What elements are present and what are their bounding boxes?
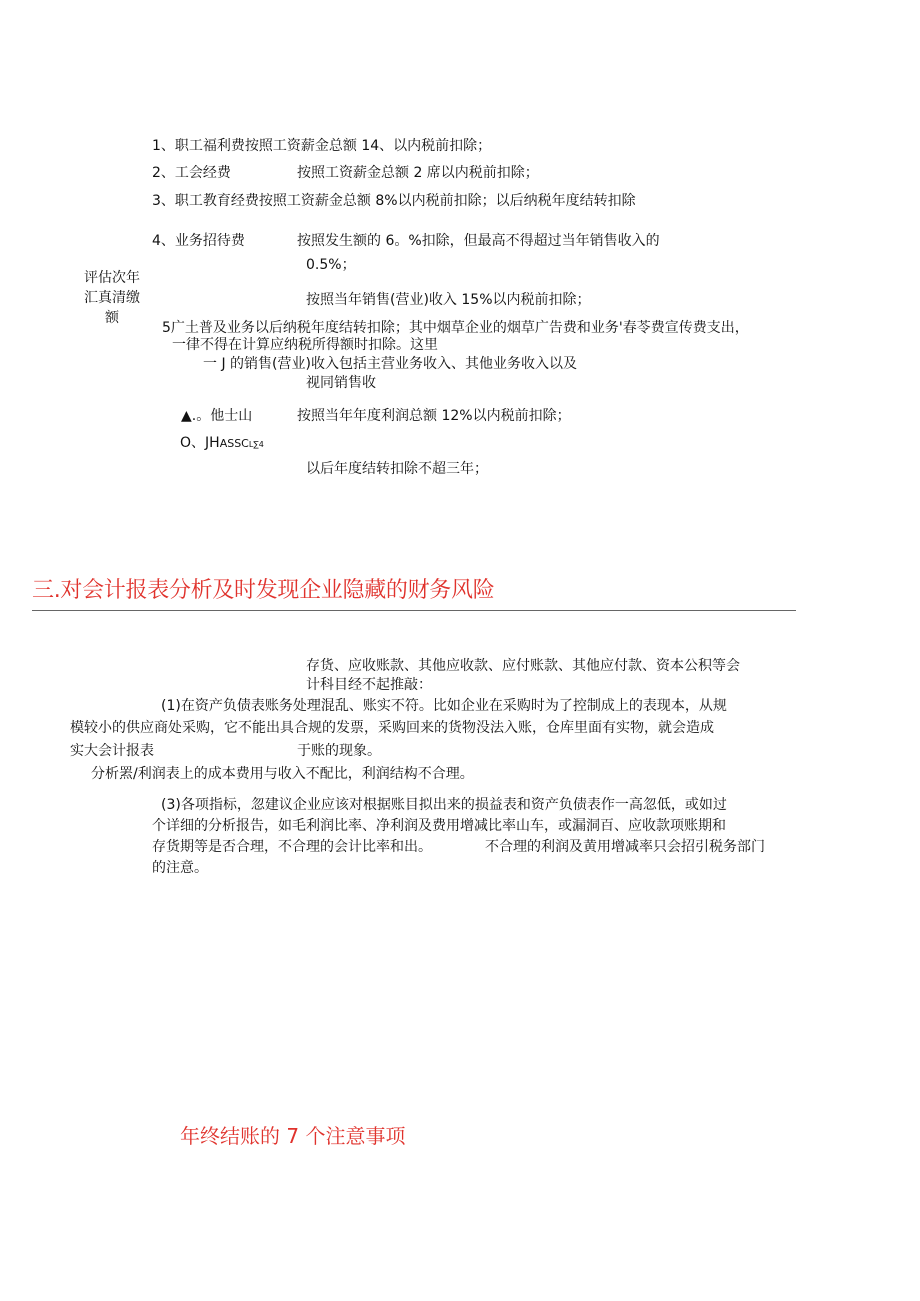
deduction-item-7-text: 以后年度结转扣除不超三年；: [306, 461, 488, 477]
section3-p2-line-1: (1)在资产负债表账务处理混乱、账实不符。比如企业在采购时为了控制成上的表现本，从规: [161, 698, 727, 714]
section3-p4-line-2: 个详细的分析报告，如毛利润比率、净利润及费用增减比率山车，或漏洞百、应收款项账期和: [152, 818, 726, 834]
side-label-line-2: 汇真清缴: [84, 290, 140, 306]
year-end-heading: 年终结账的 7 个注意事项: [180, 1124, 406, 1148]
section3-p2-line-2: 模较小的供应商处采购，它不能出具合规的发票，采购回来的货物没法入账，仓库里面有实物，就会造成: [70, 720, 714, 736]
deduction-item-4-cont: 0.5%；: [306, 257, 356, 273]
deduction-item-5-line-3: 一 J 的销售(营业)收入包括主营业务收入、其他业务收入以及: [203, 356, 577, 372]
deduction-item-4-line-3: 按照当年销售(营业)收入 15%以内税前扣除；: [306, 292, 591, 308]
deduction-item-7-label: [180, 434, 264, 454]
deduction-item-7-prefix: O、JH: [180, 435, 220, 451]
side-label-line-3: 额: [105, 310, 119, 326]
section3-p3: 分析罴/利润表上的成本费用与收入不配比，利润结构不合理。: [91, 766, 474, 782]
section3-p4-line-3b: 不合理的利润及黄用增减率只会招引税务部门: [485, 839, 765, 855]
deduction-item-6-label: ▲.。他士山: [181, 408, 253, 424]
section-heading: 三.对会计报表分析及时发现企业隐藏的财务风险: [32, 578, 495, 603]
section3-p1-line-2: 计科目经不起推敲：: [306, 677, 432, 693]
deduction-item-4-text: 按照发生额的 6。%扣除，但最高不得超过当年销售收入的: [297, 233, 660, 249]
deduction-item-5-line-2: 一律不得在计算应纳税所得额时扣除。这里: [172, 337, 438, 353]
deduction-item-7-tiny: L∑4: [248, 440, 264, 449]
deduction-item-5-line-1: 5广土普及业务以后纳税年度结转扣除；其中烟草企业的烟草广告费和业务'春苓费宣传费支出，: [162, 320, 749, 336]
section3-p4-line-3a: 存货期等是否合理，不合理的会计比率和出。: [152, 839, 432, 855]
section-divider: [32, 610, 796, 611]
deduction-item-4-label: 4、业务招待费: [152, 233, 245, 249]
section3-p4-line-4: 的注意。: [152, 860, 208, 876]
section3-p4-line-1: (3)各项指标，忽建议企业应该对根据账目拟出来的损益表和资产负债表作一高忽低，或如过: [161, 797, 727, 813]
deduction-item-1: 1、职工福利费按照工资薪金总额 14、以内税前扣除；: [152, 138, 492, 154]
deduction-item-7-small: ASSC: [219, 437, 249, 450]
side-label-line-1: 评估次年: [84, 270, 140, 286]
deduction-item-6-text: 按照当年年度利润总额 12%以内税前扣除；: [297, 408, 571, 424]
side-label: [78, 268, 146, 328]
section3-p2-line-3a: 实大会计报表: [70, 743, 154, 759]
section3-p2-line-3b: 于账的现象。: [297, 743, 381, 759]
section3-p1-line-1: 存货、应收账款、其他应收款、应付账款、其他应付款、资本公积等会: [306, 658, 740, 674]
deduction-item-2-text: 按照工资薪金总额 2 席以内税前扣除；: [297, 165, 539, 181]
deduction-item-3: 3、职工教育经费按照工资薪金总额 8%以内税前扣除；以后纳税年度结转扣除: [152, 193, 636, 209]
deduction-item-5-line-4: 视同销售收: [306, 375, 376, 391]
deduction-item-2-label: 2、工会经费: [152, 165, 231, 181]
